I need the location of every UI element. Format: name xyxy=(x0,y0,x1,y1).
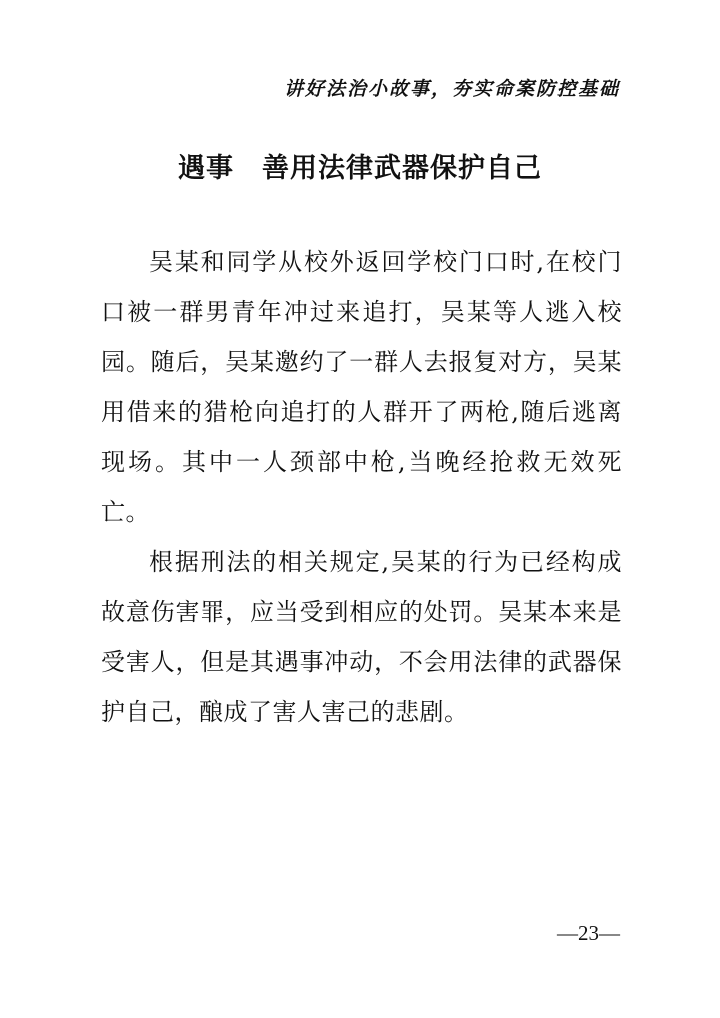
page-number: —23— xyxy=(557,921,620,945)
article-body xyxy=(101,237,622,737)
running-header: 讲好法治小故事，夯实命案防控基础 xyxy=(283,78,620,100)
article-title: 遇事 善用法律武器保护自己 xyxy=(178,153,542,184)
paragraph-2: 根据刑法的相关规定,吴某的行为已经构成故意伤害罪，应当受到相应的处罚。吴某本来是受害人，但是其遇事冲动，不会用法律的武器保护自己，酿成了害人害己的悲剧。 xyxy=(101,548,622,726)
paragraph-1: 吴某和同学从校外返回学校门口时,在校门口被一群男青年冲过来追打，吴某等人逃入校园。随后，吴某邀约了一群人去报复对方，吴某用借来的猎枪向追打的人群开了两枪,随后逃离现场。其中一人颈部中枪,当晚经抢救无效死亡。 xyxy=(101,248,622,526)
